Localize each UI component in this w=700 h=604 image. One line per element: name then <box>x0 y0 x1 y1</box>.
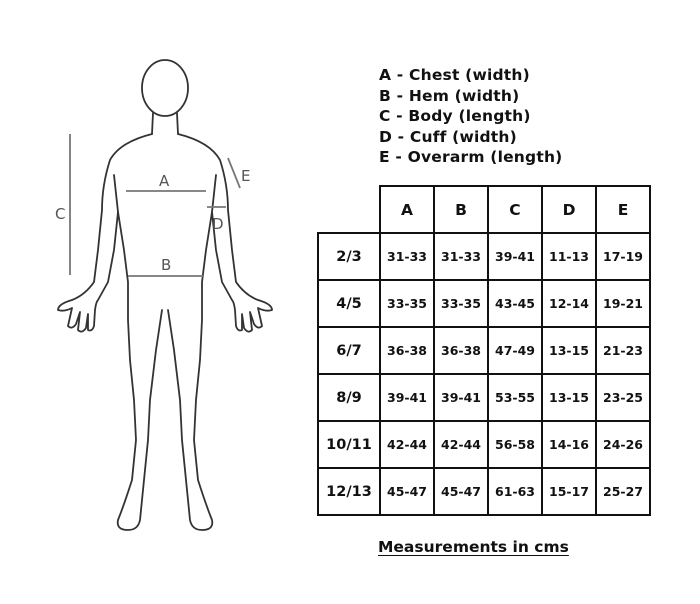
table-cell: 56-58 <box>488 421 542 468</box>
table-cell: 45-47 <box>380 468 434 515</box>
table-cell: 17-19 <box>596 233 650 280</box>
table-row <box>318 233 650 280</box>
table-cell: 13-15 <box>542 374 596 421</box>
label-a: A <box>159 172 170 190</box>
table-row <box>318 421 650 468</box>
label-e: E <box>241 167 251 185</box>
table-cell: 31-33 <box>434 233 488 280</box>
legend-item: B - Hem (width) <box>379 86 520 105</box>
legend-item: E - Overarm (length) <box>379 148 563 166</box>
column-header: C <box>488 186 542 233</box>
table-cell: 36-38 <box>380 327 434 374</box>
table-cell: 15-17 <box>542 468 596 515</box>
column-header: B <box>434 186 488 233</box>
label-d: D <box>212 215 224 233</box>
table-cell: 25-27 <box>596 468 650 515</box>
table-cell: 42-44 <box>434 421 488 468</box>
table-cell: 31-33 <box>380 233 434 280</box>
table-row <box>318 468 650 515</box>
column-header: A <box>380 186 434 233</box>
table-cell: 39-41 <box>488 233 542 280</box>
overarm-line <box>228 158 240 188</box>
table-cell: 33-35 <box>434 280 488 327</box>
table-cell: 23-25 <box>596 374 650 421</box>
table-cell: 12-14 <box>542 280 596 327</box>
table-cell: 13-15 <box>542 327 596 374</box>
table-cell: 39-41 <box>434 374 488 421</box>
measurements-unit-note: Measurements in cms <box>378 538 569 556</box>
body-outline-figure <box>0 0 320 604</box>
legend-item: A - Chest (width) <box>379 66 530 84</box>
size-label: 10/11 <box>318 421 380 468</box>
head-outline <box>142 60 188 116</box>
size-label: 6/7 <box>318 327 380 374</box>
table-cell: 39-41 <box>380 374 434 421</box>
label-c: C <box>55 205 66 223</box>
measurement-legend <box>379 65 562 168</box>
table-cell: 24-26 <box>596 421 650 468</box>
table-row <box>318 374 650 421</box>
legend-item: D - Cuff (width) <box>379 127 517 146</box>
table-cell: 42-44 <box>380 421 434 468</box>
table-cell: 36-38 <box>434 327 488 374</box>
body-outline-left <box>58 134 162 530</box>
table-cell: 14-16 <box>542 421 596 468</box>
table-cell: 33-35 <box>380 280 434 327</box>
table-cell: 47-49 <box>488 327 542 374</box>
table-row <box>318 327 650 374</box>
label-b: B <box>161 256 172 274</box>
table-row <box>318 280 650 327</box>
table-cell: 61-63 <box>488 468 542 515</box>
table-cell: 43-45 <box>488 280 542 327</box>
table-cell: 21-23 <box>596 327 650 374</box>
size-label: 8/9 <box>318 374 380 421</box>
table-cell: 45-47 <box>434 468 488 515</box>
size-chart-table <box>317 185 651 516</box>
table-cell: 11-13 <box>542 233 596 280</box>
size-label: 12/13 <box>318 468 380 515</box>
legend-item: C - Body (length) <box>379 107 531 125</box>
table-header-row <box>318 186 650 233</box>
column-header: E <box>596 186 650 233</box>
size-label: 2/3 <box>318 233 380 280</box>
column-header: D <box>542 186 596 233</box>
table-cell: 53-55 <box>488 374 542 421</box>
body-outline-right <box>168 134 272 530</box>
table-corner <box>318 186 380 233</box>
table-cell: 19-21 <box>596 280 650 327</box>
size-label: 4/5 <box>318 280 380 327</box>
